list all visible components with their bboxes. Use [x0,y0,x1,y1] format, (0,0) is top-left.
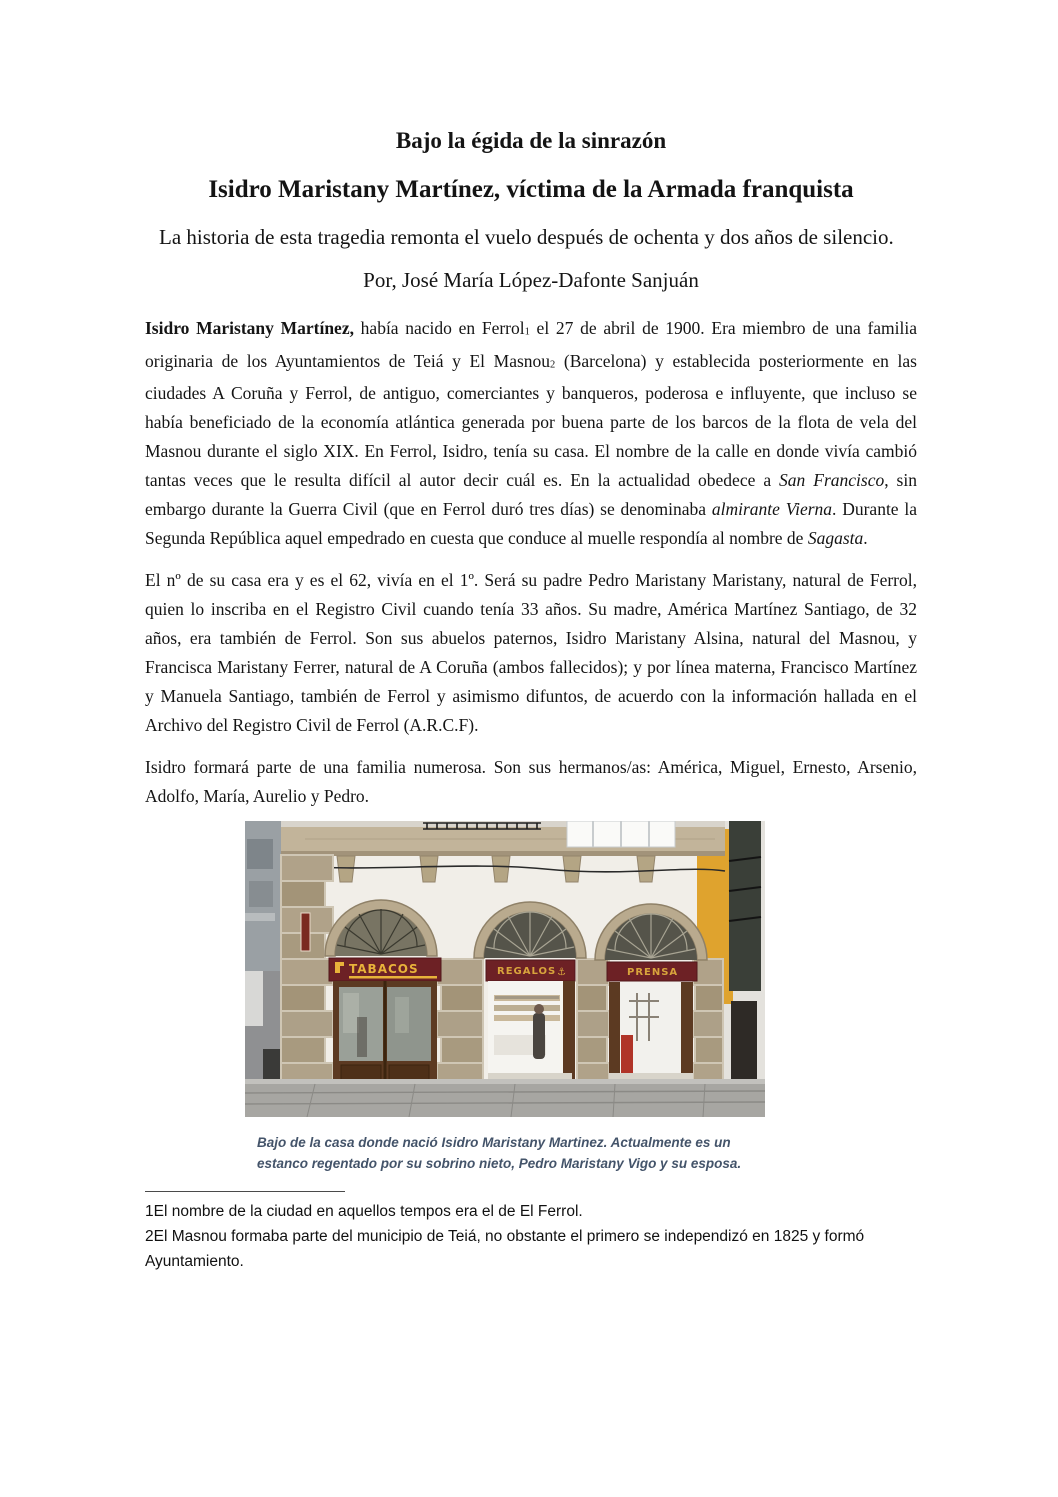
footnote-separator [145,1191,345,1192]
photo-caption: Bajo de la casa donde nació Isidro Maristany Martinez. Actualmente es un estanco regentado por su sobrino nieto, Pedro Maristany Vigo y su esposa. [257,1135,742,1172]
red-display-stand [621,1035,633,1073]
storefront-photo [245,821,765,1174]
tabacos-sign-label: TABACOS [349,962,419,977]
prensa-sign-label: PRENSA [627,967,679,979]
document-content [145,128,917,1274]
corner-tobacco-sign [301,913,310,951]
footnote-1-number: 1 [145,1203,154,1221]
regalos-sign [486,960,575,981]
paragraph-2: El nº de su casa era y es el 62, vivía en el 1º. Será su padre Pedro Maristany Maristany, natural de Ferrol, quien lo inscriba en el Registro Civil cuando tenía 33 años. Su madre, América Martínez Santiago, de 32 años, era también de Ferrol. Son sus abuelos paternos, Isidro Maristany Alsina, natural del Masnou, y Francisca Maristany Ferrer, natural de A Coruña (ambos fallecidos); y por línea materna, Francisco Martínez y Manuela Santiago, también de Ferrol y asimismo difuntos, de acuerdo con la información hallada en el Archivo del Registro Civil de Ferrol (A.R.C.F). [145,570,917,736]
shop-door-center [488,981,575,1083]
footnote-2-text: El Masnou formaba parte del municipio de Teiá, no obstante el primero se independizó en 1825 y formó Ayuntamiento. [145,1228,865,1271]
prensa-sign [607,962,697,981]
storefront-photo-illustration [245,821,765,1117]
footnote-1-text: El nombre de la ciudad en aquellos tempos era el de El Ferrol. [153,1203,583,1221]
anchor-icon: ⚓ [557,967,566,979]
window-gallery [567,821,675,847]
byline: Por, José María López-Dafonte Sanjuán [363,268,699,292]
footnote-2 [145,1224,917,1274]
regalos-sign-label: REGALOS [497,966,557,978]
shop-door-right [609,982,693,1083]
tabacos-sign [329,958,441,981]
paragraph-1: Isidro Maristany Martínez, había nacido en Ferrol1 el 27 de abril de 1900. Era miembro de una familia originaria de los Ayuntamientos de Teiá y El Masnou2 (Barcelona) y establecida posteriormente en las ciudades A Coruña y Ferrol, de antiguo, comerciantes y banqueros, poderosa e influyente, que incluso se había beneficiado de la economía atlántica generada por buena parte de los barcos de la flota de vela del Masnou durante el siglo XIX. En Ferrol, Isidro, tenía su casa. El nombre de la calle en donde vivía cambió tantas veces que le resulta difícil al autor decir cuál es. En la actualidad obedece a San Francisco, sin embargo durante la Guerra Civil (que en Ferrol duró tres días) se denominaba almirante Vierna. Durante la Segunda República aquel empedrado en cuesta que conduce al muelle respondía al nombre de Sagasta. [145,318,918,549]
page-subtitle: Isidro Maristany Martínez, víctima de la Armada franquista [208,176,854,203]
shop-door-left [333,981,437,1085]
footnote-2-number: 2 [145,1228,154,1246]
lead-paragraph: La historia de esta tragedia remonta el vuelo después de ochenta y dos años de silencio. [159,225,894,249]
footnote-1 [145,1199,917,1224]
pavement [245,1079,765,1117]
page-title: Bajo la égida de la sinrazón [395,128,667,153]
corner-stone-quoins [281,855,333,1087]
paragraph-3: Isidro formará parte de una familia numerosa. Son sus hermanos/as: América, Miguel, Ernesto, Arsenio, Adolfo, María, Aurelio y Pedro. [145,757,917,807]
footnotes [145,1199,917,1274]
person-silhouette [533,1013,545,1059]
street-left-background [245,821,285,1091]
